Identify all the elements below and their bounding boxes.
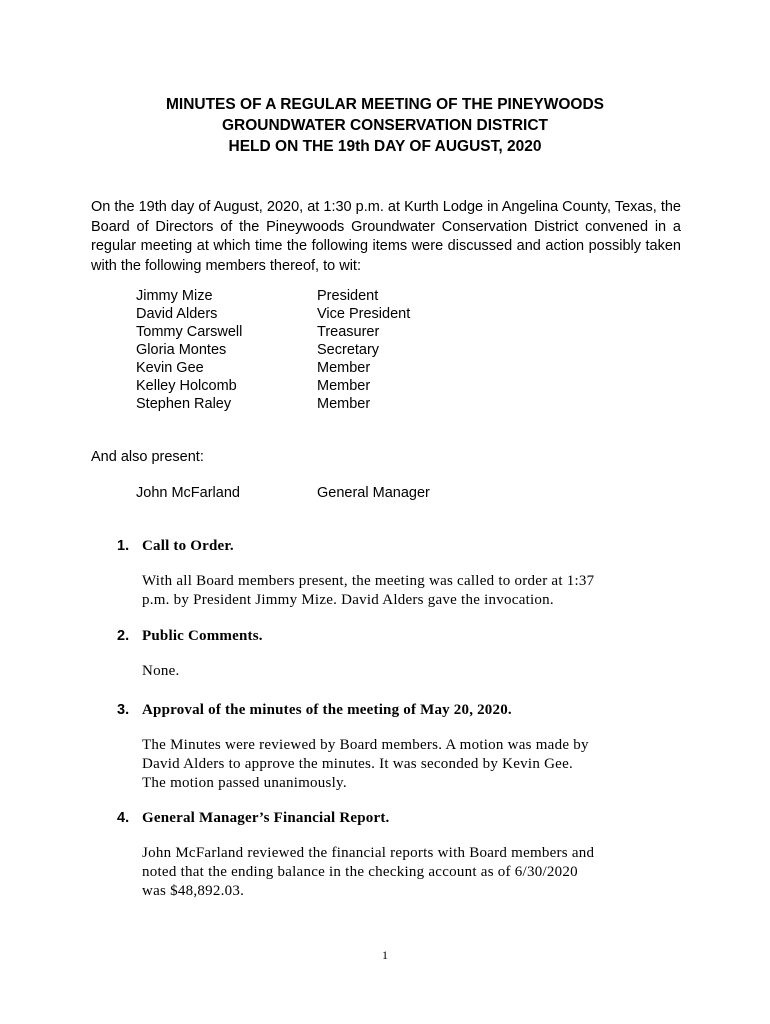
present-row: [136, 484, 430, 502]
item-body-line: The motion passed unanimously.: [142, 775, 347, 791]
member-row: [136, 305, 410, 323]
item-number: 2.: [117, 628, 130, 644]
also-present-label: And also present:: [91, 449, 204, 465]
member-role: Member: [317, 360, 371, 376]
member-row: [136, 323, 410, 341]
item-body-line: noted that the ending balance in the checking account as of 6/30/2020: [142, 864, 578, 880]
member-row: [136, 395, 410, 413]
item-title: Call to Order.: [142, 538, 234, 554]
item-body-line: With all Board members present, the meeting was called to order at 1:37: [142, 573, 595, 589]
agenda-item-call-to-order: [117, 537, 682, 610]
page-number: 1: [382, 948, 388, 962]
member-role: President: [317, 288, 379, 304]
item-body-line: David Alders to approve the minutes. It was seconded by Kevin Gee.: [142, 756, 573, 772]
member-row: [136, 377, 410, 395]
item-body-line: None.: [142, 663, 180, 679]
member-role: Member: [317, 396, 371, 412]
member-name: Jimmy Mize: [136, 288, 213, 304]
intro-paragraph: On the 19th day of August, 2020, at 1:30 p.m. at Kurth Lodge in Angelina County, Texas, the Board of Directors of the Pineywoods Groundwater Conservation District convened in a regular meeting at which time the following items were discussed and action possibly taken with the following members thereof, to wit:: [91, 199, 681, 274]
item-title: General Manager’s Financial Report.: [142, 810, 390, 826]
title-line-3: HELD ON THE 19th DAY OF AUGUST, 2020: [228, 138, 542, 155]
present-role: General Manager: [317, 485, 430, 501]
item-body: [142, 572, 682, 610]
item-title: Public Comments.: [142, 628, 263, 644]
item-number: 4.: [117, 810, 130, 826]
title-line-1: MINUTES OF A REGULAR MEETING OF THE PINEYWOODS: [165, 96, 605, 113]
title-line-2: GROUNDWATER CONSERVATION DISTRICT: [221, 117, 549, 134]
member-name: Kevin Gee: [136, 360, 204, 376]
item-body-line: John McFarland reviewed the financial reports with Board members and: [142, 845, 595, 861]
also-present-list: [136, 484, 430, 502]
member-role: Secretary: [317, 342, 380, 358]
item-body-line: was $48,892.03.: [142, 883, 245, 899]
present-name: John McFarland: [136, 485, 240, 501]
members-list: [136, 287, 410, 413]
item-body-line: p.m. by President Jimmy Mize. David Alders gave the invocation.: [142, 592, 554, 608]
member-row: [136, 341, 410, 359]
member-role: Vice President: [317, 306, 411, 322]
member-row: [136, 359, 410, 377]
member-row: [136, 287, 410, 305]
agenda-item-approval-of-minutes: [117, 701, 682, 793]
member-name: Kelley Holcomb: [136, 378, 237, 394]
item-body: [142, 736, 682, 793]
item-body: [142, 662, 682, 681]
member-name: Tommy Carswell: [136, 324, 243, 340]
member-name: David Alders: [136, 306, 218, 322]
item-number: 1.: [117, 538, 130, 554]
member-role: Member: [317, 378, 371, 394]
item-body: [142, 844, 682, 901]
document-title: [0, 94, 770, 157]
item-number: 3.: [117, 702, 130, 718]
item-body-line: The Minutes were reviewed by Board members. A motion was made by: [142, 737, 589, 753]
member-name: Gloria Montes: [136, 342, 227, 358]
item-title: Approval of the minutes of the meeting of May 20, 2020.: [142, 702, 512, 718]
agenda-item-public-comments: [117, 627, 682, 681]
member-role: Treasurer: [317, 324, 380, 340]
member-name: Stephen Raley: [136, 396, 232, 412]
agenda-item-financial-report: [117, 809, 682, 901]
